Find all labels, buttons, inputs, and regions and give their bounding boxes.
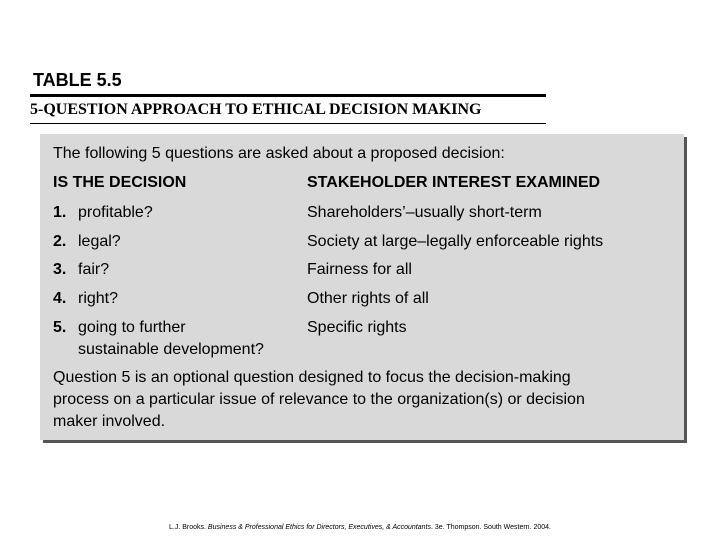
row-question-continued: sustainable development? xyxy=(78,341,264,358)
intro-text: The following 5 questions are asked about a proposed decision: xyxy=(53,145,505,162)
table-label: TABLE 5.5 xyxy=(33,70,122,90)
heading-rule-thick xyxy=(30,94,546,97)
citation-footer xyxy=(0,524,720,531)
row-question: profitable? xyxy=(78,204,153,221)
row-question: right? xyxy=(78,290,119,307)
row-number: 1. xyxy=(53,204,67,221)
row-number: 3. xyxy=(53,261,67,278)
col-header-decision: IS THE DECISION xyxy=(53,174,187,191)
row-interest: Society at large–legally enforceable rights xyxy=(307,233,604,250)
heading-rule-thin xyxy=(30,123,546,124)
row-interest: Shareholders’–usually short-term xyxy=(307,204,542,221)
note-line: process on a particular issue of relevance to the organization(s) or decision xyxy=(53,391,585,408)
citation-book-title: Business & Professional Ethics for Directors, Executives, & Accountants xyxy=(207,524,431,531)
question-box xyxy=(40,134,684,440)
row-number: 5. xyxy=(53,319,67,336)
note-line: Question 5 is an optional question designed to focus the decision-making xyxy=(53,369,571,386)
citation-author: L.J. Brooks. xyxy=(169,524,208,531)
row-number: 4. xyxy=(53,290,67,307)
row-interest: Other rights of all xyxy=(307,290,429,307)
table-subtitle: 5-QUESTION APPROACH TO ETHICAL DECISION MAKING xyxy=(30,101,482,118)
row-question: fair? xyxy=(78,261,110,278)
row-interest: Fairness for all xyxy=(307,261,412,278)
row-interest: Specific rights xyxy=(307,319,407,336)
row-number: 2. xyxy=(53,233,67,250)
row-question: going to further xyxy=(78,319,186,336)
note-line: maker involved. xyxy=(53,413,166,430)
row-question: legal? xyxy=(78,233,121,250)
citation-publisher: . 3e. Thompson. South Western. 2004. xyxy=(430,524,551,531)
col-header-stakeholder: STAKEHOLDER INTEREST EXAMINED xyxy=(307,174,601,191)
